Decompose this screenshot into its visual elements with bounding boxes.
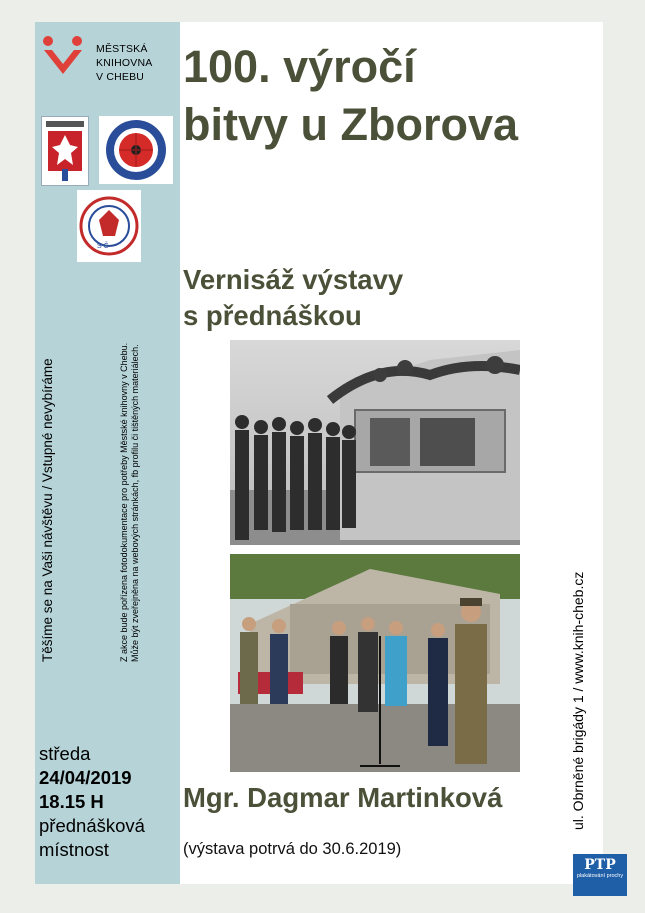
poppy-icon <box>99 116 173 184</box>
legion-icon <box>77 190 141 262</box>
event-details <box>39 742 145 862</box>
poster-title: 100. výročí bitvy u Zborova <box>183 41 519 150</box>
poster <box>35 22 624 884</box>
library-logo <box>41 34 171 84</box>
ceremony-photo <box>230 554 520 772</box>
library-heart-icon <box>41 34 85 76</box>
welcome-text: Těšíme se na Vaši návštěvu / Vstupné nevybíráme <box>40 358 55 662</box>
address-website: ul. Obrněné brigády 1 / www.knih-cheb.cz <box>570 571 586 830</box>
sidebar <box>35 22 180 884</box>
poster-subtitle: Vernisáž výstavy s přednáškou <box>183 264 404 331</box>
event-day: středa <box>39 743 91 764</box>
ministry-of-defence-icon <box>41 116 89 186</box>
exhibition-duration: (výstava potrvá do 30.6.2019) <box>183 840 402 858</box>
ptp-logo-icon: PTP plakátování prochy <box>573 854 627 896</box>
event-room-2: místnost <box>39 839 109 860</box>
historic-photo <box>230 340 520 545</box>
speaker-name: Mgr. Dagmar Martinková <box>183 782 503 813</box>
photo-notice: Z akce bude pořízena fotodokumentace pro potřeby Městské knihovny v Chebu. Může být zveřejněna na webových stránkách, fb profilu či tištěných materiálech. <box>119 342 140 662</box>
svg-text:S Č: S Č <box>97 243 109 250</box>
library-name: MĚSTSKÁ KNIHOVNA V CHEBU <box>96 43 153 83</box>
event-date: 24/04/2019 <box>39 767 132 788</box>
event-room-1: přednášková <box>39 815 145 836</box>
event-time: 18.15 H <box>39 791 104 812</box>
